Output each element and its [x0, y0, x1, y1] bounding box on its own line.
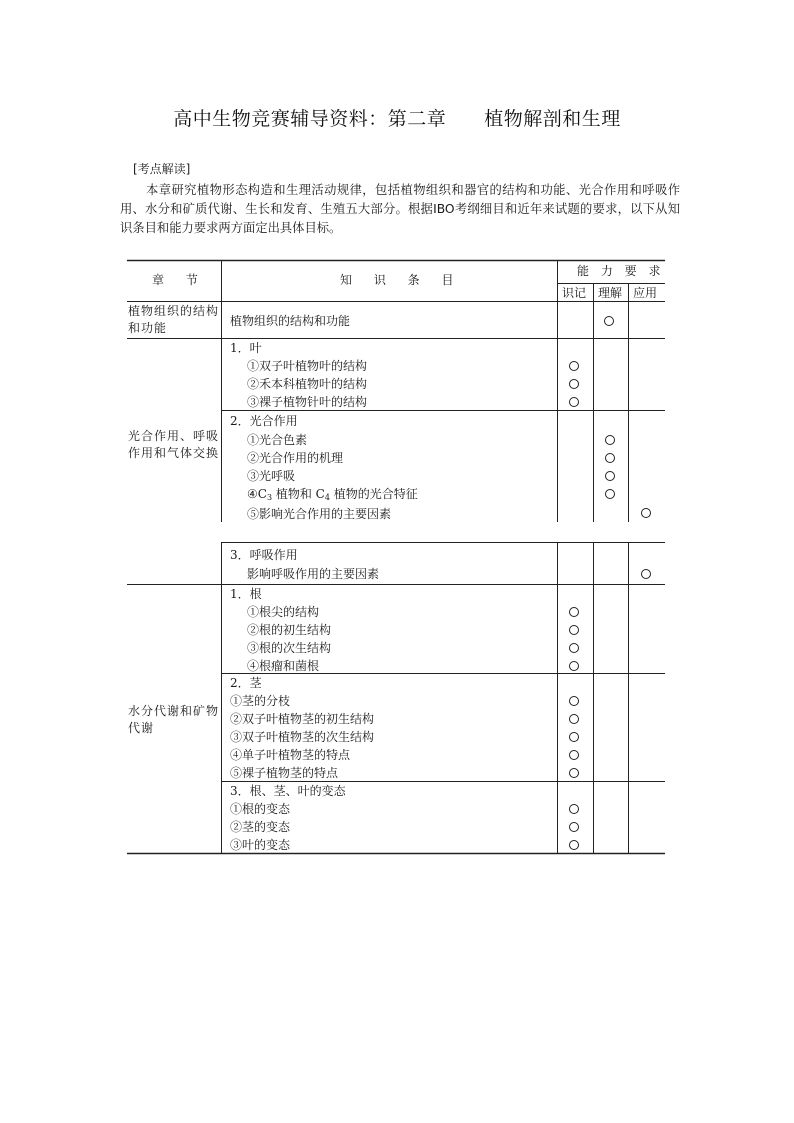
- item-resp-head: 3．呼吸作用: [230, 548, 298, 562]
- title-part2: 植物解剖和生理: [484, 108, 621, 130]
- mark-remember-leaf3: [569, 397, 579, 407]
- mark-remember-root1: [569, 607, 579, 617]
- mark-remember-stem3: [569, 732, 579, 742]
- item-stem-2: ②双子叶植物茎的初生结构: [230, 712, 375, 726]
- section-label: [考点解读]: [133, 162, 191, 176]
- mark-understand-ps4: [605, 489, 615, 499]
- item-ps-1: ①光合色素: [247, 433, 308, 447]
- mark-remember-mod3: [569, 840, 579, 850]
- mark-apply-ps5: [641, 508, 651, 518]
- item-leaf-head: 1．叶: [230, 341, 262, 355]
- mark-remember-leaf1: [569, 361, 579, 371]
- mark-understand-ps3: [605, 471, 615, 481]
- item-stem-3: ③双子叶植物茎的次生结构: [230, 730, 375, 744]
- item-stem-head: 2．茎: [230, 676, 262, 690]
- mark-remember-stem4: [569, 750, 579, 760]
- item-mod-3: ③叶的变态: [230, 838, 291, 852]
- item-stem-1: ①茎的分枝: [230, 694, 291, 708]
- mark-understand-tissue: [604, 316, 614, 326]
- item-mod-1: ①根的变态: [230, 802, 291, 816]
- header-remember: 识记: [562, 286, 587, 300]
- chapter-1: 植物组织的结构和功能: [128, 304, 220, 335]
- mark-remember-root3: [569, 643, 579, 653]
- mark-remember-leaf2: [569, 379, 579, 389]
- chapter-3: 水分代谢和矿物代谢: [128, 704, 220, 735]
- header-apply: 应用: [633, 286, 658, 300]
- header-ability: 能 力 要 求: [577, 264, 665, 278]
- item-stem-4: ④单子叶植物茎的特点: [230, 748, 351, 762]
- mark-apply-resp1: [641, 569, 651, 579]
- item-ps-3: ③光呼吸: [247, 469, 296, 483]
- mark-remember-stem1: [569, 696, 579, 706]
- item-ps-5: ⑤影响光合作用的主要因素: [247, 507, 392, 521]
- mark-remember-root4: [569, 661, 579, 671]
- mark-remember-mod2: [569, 822, 579, 832]
- item-tissue: 植物组织的结构和功能: [230, 314, 351, 328]
- item-root-4: ④根瘤和菌根: [247, 659, 320, 673]
- item-root-1: ①根尖的结构: [247, 605, 320, 619]
- item-resp-1: 影响呼吸作用的主要因素: [247, 567, 380, 581]
- item-root-2: ②根的初生结构: [247, 623, 332, 637]
- item-ps-2: ②光合作用的机理: [247, 451, 344, 465]
- mark-understand-ps1: [605, 435, 615, 445]
- item-stem-5: ⑤裸子植物茎的特点: [230, 766, 339, 780]
- mark-remember-mod1: [569, 804, 579, 814]
- header-items: 知 识 条 目: [340, 273, 463, 287]
- item-mod-head: 3．根、茎、叶的变态: [230, 784, 346, 798]
- header-chapter: 章 节: [152, 273, 207, 287]
- mark-remember-stem5: [569, 768, 579, 778]
- mark-remember-root2: [569, 625, 579, 635]
- item-leaf-3: ③裸子植物针叶的结构: [247, 395, 368, 409]
- item-leaf-1: ①双子叶植物叶的结构: [247, 359, 368, 373]
- item-mod-2: ②茎的变态: [230, 820, 291, 834]
- intro-paragraph: 本章研究植物形态构造和生理活动规律，包括植物组织和器官的结构和功能、光合作用和呼吸作用、水分和矿质代谢、生长和发育、生殖五大部分。根据IBO考纲细目和近年来试题的要求，以下从知识条目和能力要求两方面定出具体目标。: [120, 183, 680, 235]
- mark-understand-ps2: [605, 453, 615, 463]
- chapter-2: 光合作用、呼吸作用和气体交换: [128, 429, 220, 460]
- item-leaf-2: ②禾本科植物叶的结构: [247, 377, 368, 391]
- item-ps-4: $④C_3$ 植物和 $C_4$ 植物的光合特征: [247, 487, 418, 502]
- header-understand: 理解: [598, 286, 623, 300]
- mark-remember-stem2: [569, 714, 579, 724]
- item-root-head: 1．根: [230, 587, 262, 601]
- item-ps-head: 2．光合作用: [230, 414, 298, 428]
- title-part1: 高中生物竞赛辅导资料：第二章: [173, 108, 447, 130]
- item-root-3: ③根的次生结构: [247, 641, 332, 655]
